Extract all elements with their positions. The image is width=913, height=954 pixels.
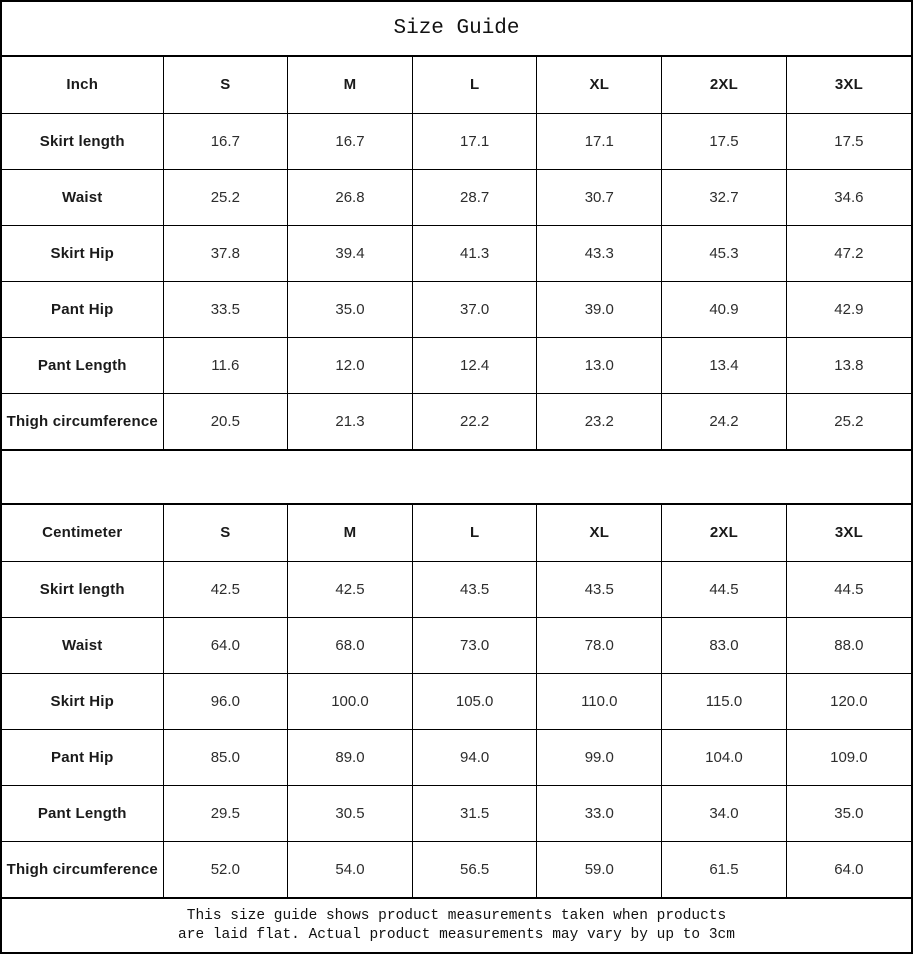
size-header-2xl: 2XL	[662, 505, 787, 561]
cell-value: 73.0	[412, 617, 537, 673]
cell-value: 104.0	[662, 729, 787, 785]
cell-value: 13.4	[662, 337, 787, 393]
cell-value: 26.8	[288, 169, 413, 225]
cell-value: 94.0	[412, 729, 537, 785]
cell-value: 17.1	[537, 113, 662, 169]
table-row	[2, 169, 911, 225]
row-label: Skirt Hip	[2, 673, 163, 729]
measurement-disclaimer	[2, 897, 911, 952]
cell-value: 21.3	[288, 393, 413, 449]
cm-header-row	[2, 505, 911, 561]
inch-header-row	[2, 57, 911, 113]
size-header-xl: XL	[537, 57, 662, 113]
cell-value: 29.5	[163, 785, 288, 841]
table-row	[2, 337, 911, 393]
cell-value: 59.0	[537, 841, 662, 897]
inch-size-table	[2, 57, 911, 449]
disclaimer-line-1: This size guide shows product measurements taken when products	[186, 907, 727, 924]
cell-value: 35.0	[786, 785, 911, 841]
table-row	[2, 729, 911, 785]
cell-value: 37.0	[412, 281, 537, 337]
cell-value: 13.0	[537, 337, 662, 393]
cell-value: 37.8	[163, 225, 288, 281]
cell-value: 13.8	[786, 337, 911, 393]
cell-value: 54.0	[288, 841, 413, 897]
row-label: Pant Hip	[2, 729, 163, 785]
cell-value: 78.0	[537, 617, 662, 673]
cell-value: 20.5	[163, 393, 288, 449]
cell-value: 39.4	[288, 225, 413, 281]
cell-value: 105.0	[412, 673, 537, 729]
inch-unit-header: Inch	[2, 57, 163, 113]
cell-value: 100.0	[288, 673, 413, 729]
row-label: Pant Hip	[2, 281, 163, 337]
row-label: Pant Length	[2, 785, 163, 841]
size-header-3xl: 3XL	[786, 505, 911, 561]
cell-value: 43.3	[537, 225, 662, 281]
cell-value: 43.5	[412, 561, 537, 617]
cell-value: 32.7	[662, 169, 787, 225]
row-label: Thigh circumference	[2, 841, 163, 897]
table-row	[2, 225, 911, 281]
disclaimer-line-2: are laid flat. Actual product measurements may vary by up to 3cm	[178, 926, 735, 943]
table-spacer	[2, 449, 911, 505]
cell-value: 64.0	[163, 617, 288, 673]
cell-value: 30.5	[288, 785, 413, 841]
cell-value: 41.3	[412, 225, 537, 281]
cell-value: 25.2	[163, 169, 288, 225]
cell-value: 42.5	[163, 561, 288, 617]
cell-value: 43.5	[537, 561, 662, 617]
cell-value: 99.0	[537, 729, 662, 785]
cell-value: 17.1	[412, 113, 537, 169]
cell-value: 39.0	[537, 281, 662, 337]
cell-value: 83.0	[662, 617, 787, 673]
size-header-s: S	[163, 505, 288, 561]
size-header-m: M	[288, 505, 413, 561]
cell-value: 30.7	[537, 169, 662, 225]
cell-value: 34.6	[786, 169, 911, 225]
table-row	[2, 617, 911, 673]
cell-value: 115.0	[662, 673, 787, 729]
cell-value: 31.5	[412, 785, 537, 841]
table-row	[2, 113, 911, 169]
table-row	[2, 785, 911, 841]
cell-value: 64.0	[786, 841, 911, 897]
cell-value: 89.0	[288, 729, 413, 785]
size-header-m: M	[288, 57, 413, 113]
table-row	[2, 393, 911, 449]
cell-value: 96.0	[163, 673, 288, 729]
size-header-xl: XL	[537, 505, 662, 561]
page-title: Size Guide	[2, 2, 911, 57]
cm-unit-header: Centimeter	[2, 505, 163, 561]
cell-value: 110.0	[537, 673, 662, 729]
cell-value: 33.5	[163, 281, 288, 337]
cell-value: 17.5	[786, 113, 911, 169]
size-header-3xl: 3XL	[786, 57, 911, 113]
cell-value: 12.0	[288, 337, 413, 393]
cell-value: 17.5	[662, 113, 787, 169]
size-header-s: S	[163, 57, 288, 113]
cell-value: 45.3	[662, 225, 787, 281]
cell-value: 109.0	[786, 729, 911, 785]
size-header-l: L	[412, 505, 537, 561]
cell-value: 42.5	[288, 561, 413, 617]
table-row	[2, 561, 911, 617]
cell-value: 61.5	[662, 841, 787, 897]
cell-value: 88.0	[786, 617, 911, 673]
cell-value: 16.7	[163, 113, 288, 169]
row-label: Skirt length	[2, 561, 163, 617]
size-header-l: L	[412, 57, 537, 113]
cell-value: 44.5	[662, 561, 787, 617]
cell-value: 34.0	[662, 785, 787, 841]
cell-value: 11.6	[163, 337, 288, 393]
cell-value: 44.5	[786, 561, 911, 617]
cell-value: 24.2	[662, 393, 787, 449]
cell-value: 85.0	[163, 729, 288, 785]
cell-value: 23.2	[537, 393, 662, 449]
cell-value: 12.4	[412, 337, 537, 393]
cell-value: 47.2	[786, 225, 911, 281]
cell-value: 28.7	[412, 169, 537, 225]
cell-value: 35.0	[288, 281, 413, 337]
size-header-2xl: 2XL	[662, 57, 787, 113]
cell-value: 42.9	[786, 281, 911, 337]
cell-value: 40.9	[662, 281, 787, 337]
table-row	[2, 841, 911, 897]
cell-value: 68.0	[288, 617, 413, 673]
row-label: Skirt length	[2, 113, 163, 169]
cell-value: 52.0	[163, 841, 288, 897]
cell-value: 16.7	[288, 113, 413, 169]
table-row	[2, 673, 911, 729]
cell-value: 120.0	[786, 673, 911, 729]
row-label: Waist	[2, 617, 163, 673]
row-label: Skirt Hip	[2, 225, 163, 281]
cell-value: 56.5	[412, 841, 537, 897]
cell-value: 25.2	[786, 393, 911, 449]
row-label: Waist	[2, 169, 163, 225]
centimeter-size-table	[2, 505, 911, 897]
row-label: Pant Length	[2, 337, 163, 393]
cell-value: 22.2	[412, 393, 537, 449]
cell-value: 33.0	[537, 785, 662, 841]
row-label: Thigh circumference	[2, 393, 163, 449]
table-row	[2, 281, 911, 337]
